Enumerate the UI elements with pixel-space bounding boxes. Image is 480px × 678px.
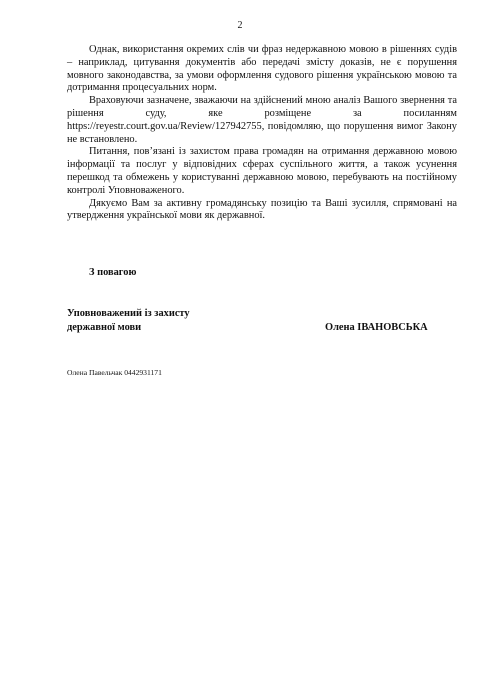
paragraph-analysis-result: Враховуючи зазначене, зважаючи на здійснений мною аналіз Вашого звернення та рішення суду, яке розміщене за посиланням https://reyestr.court.gov.ua/Review/127942755, повідомляю, що порушення вимог Закону не встановлено. [67, 95, 457, 145]
signatory-name: Олена ІВАНОВСЬКА [325, 322, 428, 333]
page-number: 2 [237, 20, 243, 31]
letter-body [67, 44, 457, 223]
executor-contact: Олена Павельчак 0442931171 [67, 368, 162, 377]
paragraph-ombudsman-control: Питання, пов’язані із захистом права громадян на отримання державною мовою інформації та послуг у відповідних сферах суспільного життя, а також усунення перешкод та обмежень у користуванні державною мовою, перебувають на постійному контролі Уповноваженого. [67, 146, 457, 196]
signatory-title-line-2: державної мови [67, 322, 142, 333]
closing-salutation: З повагою [89, 267, 137, 278]
paragraph-thanks: Дякуємо Вам за активну громадянську позицію та Ваші зусилля, спрямовані на утвердження української мови як державної. [67, 197, 457, 222]
signatory-title-line-1: Уповноважений із захисту [67, 308, 190, 319]
signatory-title [67, 307, 190, 335]
paragraph-court-decisions: Однак, використання окремих слів чи фраз недержавною мовою в рішеннях судів – наприклад, цитування документів або передачі змісту доказів, не є порушення мовного законодавства, за умови оформлення судового рішення українською мовою та дотримання процесуальних норм. [67, 44, 457, 94]
